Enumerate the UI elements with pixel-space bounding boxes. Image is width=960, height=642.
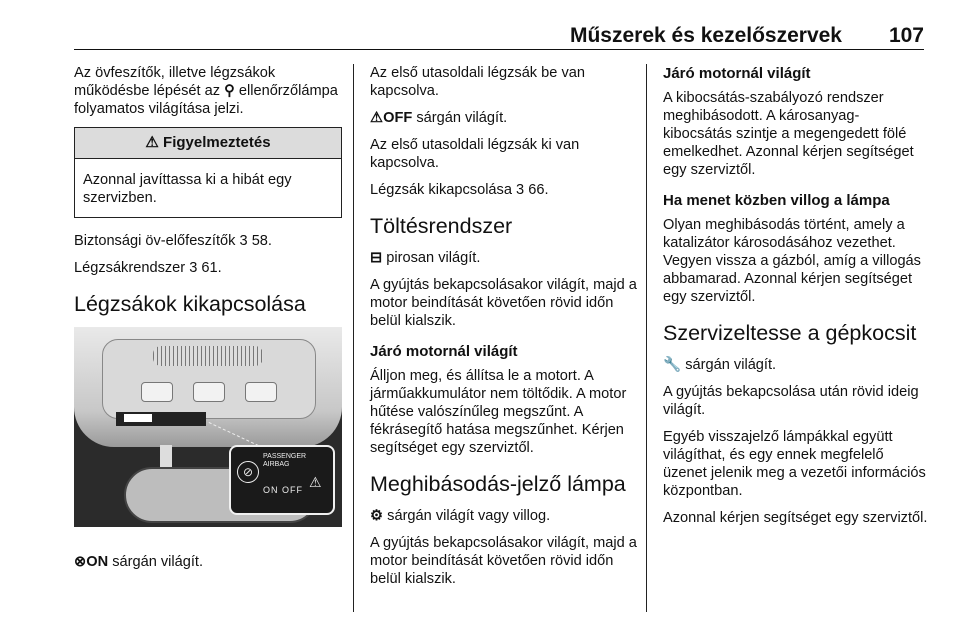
column-3 bbox=[663, 64, 928, 536]
malfunction-description: A gyújtás bekapcsolásakor világít, majd a motor beindítását követően rövid időn belül kialszik. bbox=[370, 535, 637, 587]
column-1 bbox=[74, 64, 342, 580]
flashing-description: Olyan meghibásodás történt, amely a katalizátor károsodásához vezethet. Vegyen vissza a gázból, amíg a villogás abbamarad. Azonnal kérjen segítséget egy szerviztől. bbox=[663, 217, 921, 305]
subheading-engine-running: Járó motornál világít bbox=[663, 65, 811, 82]
zoom-on-off-label: ON OFF bbox=[263, 485, 303, 495]
battery-line: ⊟ pirosan világít. bbox=[370, 250, 481, 266]
airbag-on-icon: ⊗ bbox=[74, 554, 87, 570]
emission-description: A kibocsátás-szabályozó rendszer meghibásodott. A károsanyag-kibocsátás szintje a megengedett fölé emelkedhet. Azonnal kérjen segítséget egy szerviztől. bbox=[663, 90, 914, 178]
airbag-off-icon: ⚠ bbox=[309, 474, 322, 490]
warning-text: Azonnal javíttassa ki a hibát egy szervizben. bbox=[83, 172, 292, 206]
engine-running-description: Álljon meg, és állítsa le a motort. A járműakkumulátor nem töltődik. A motor hűtése valószínűleg megszűnt. A fékrásegítő hatása megszűnhet. Kérjen segítséget egy szerviztől. bbox=[370, 368, 627, 456]
service-description-3: Azonnal kérjen segítséget egy szerviztől. bbox=[663, 510, 928, 526]
reference-pretensioners: Biztonsági öv-előfeszítők 3 58. bbox=[74, 233, 272, 249]
airbag-off-symbol-icon: ⊘ bbox=[237, 461, 259, 483]
subheading-flashing-lamp: Ha menet közben villog a lámpa bbox=[663, 192, 890, 209]
engine-check-icon: ⚙ bbox=[370, 508, 384, 524]
console-button bbox=[245, 382, 277, 402]
airbag-indicator-zoom bbox=[229, 445, 335, 515]
airbag-on-line: ⊗ON sárgán világít. bbox=[74, 554, 204, 570]
warning-box bbox=[74, 127, 342, 218]
column-2 bbox=[370, 64, 638, 597]
section-heading-malfunction-lamp: Meghibásodás-jelző lámpa bbox=[370, 472, 626, 496]
microphone-grill bbox=[153, 346, 263, 366]
zoom-passenger-airbag-label: PASSENGER AIRBAG bbox=[263, 453, 307, 468]
airbag-off-line: ⚠OFF sárgán világít. bbox=[370, 110, 508, 126]
column-divider-2 bbox=[646, 64, 647, 612]
airbag-off-description: Az első utasoldali légzsák ki van kapcsolva. bbox=[370, 137, 580, 171]
airbag-on-description: Az első utasoldali légzsák be van kapcsolva. bbox=[370, 65, 585, 99]
warning-header: ⚠ Figyelmeztetés bbox=[75, 128, 341, 159]
reference-arrow-icon: 3 bbox=[516, 182, 525, 198]
header-rule bbox=[74, 49, 924, 50]
subheading-engine-running: Járó motornál világít bbox=[370, 343, 518, 360]
service-line: 🔧 sárgán világít. bbox=[663, 357, 777, 373]
console-button bbox=[193, 382, 225, 402]
warning-triangle-icon: ⚠ bbox=[145, 134, 159, 151]
overhead-console-figure bbox=[74, 327, 342, 527]
malfunction-line: ⚙ sárgán világít vagy villog. bbox=[370, 508, 551, 524]
section-heading-airbag-deactivation: Légzsákok kikapcsolása bbox=[74, 292, 306, 316]
reference-airbag-system: Légzsákrendszer 3 61. bbox=[74, 260, 222, 276]
overhead-console bbox=[102, 339, 316, 419]
service-wrench-icon: 🔧 bbox=[663, 357, 682, 373]
indicator-lamp bbox=[124, 414, 152, 422]
reference-arrow-icon: 3 bbox=[189, 260, 198, 276]
section-heading-charging-system: Töltésrendszer bbox=[370, 214, 513, 238]
battery-icon: ⊟ bbox=[370, 250, 383, 266]
column-divider-1 bbox=[353, 64, 354, 612]
reference-arrow-icon: 3 bbox=[239, 233, 248, 249]
pretensioner-warning-icon: ⚲ bbox=[224, 83, 235, 99]
service-description-1: A gyújtás bekapcsolása után rövid ideig világít. bbox=[663, 384, 919, 418]
section-heading-service-vehicle: Szervizeltesse a gépkocsit bbox=[663, 321, 917, 345]
reference-airbag-deactivation: Légzsák kikapcsolása 3 66. bbox=[370, 182, 549, 198]
airbag-off-icon: ⚠ bbox=[370, 110, 384, 126]
service-description-2: Egyéb visszajelző lámpákkal együtt világíthat, és egy ennek megfelelő üzenet jelenik meg a vezetői információs központban. bbox=[663, 429, 926, 499]
console-button bbox=[141, 382, 173, 402]
charging-description: A gyújtás bekapcsolásakor világít, majd a motor beindítását követően rövid időn belül kialszik. bbox=[370, 277, 637, 329]
intro-paragraph: Az övfeszítők, illetve légzsákok működésbe lépését az ⚲ ellenőrzőlámpa folyamatos világítása jelzi. bbox=[74, 65, 338, 117]
page-header bbox=[74, 18, 924, 50]
header-title: Műszerek és kezelőszervek bbox=[569, 24, 842, 47]
page-number: 107 bbox=[888, 24, 924, 47]
